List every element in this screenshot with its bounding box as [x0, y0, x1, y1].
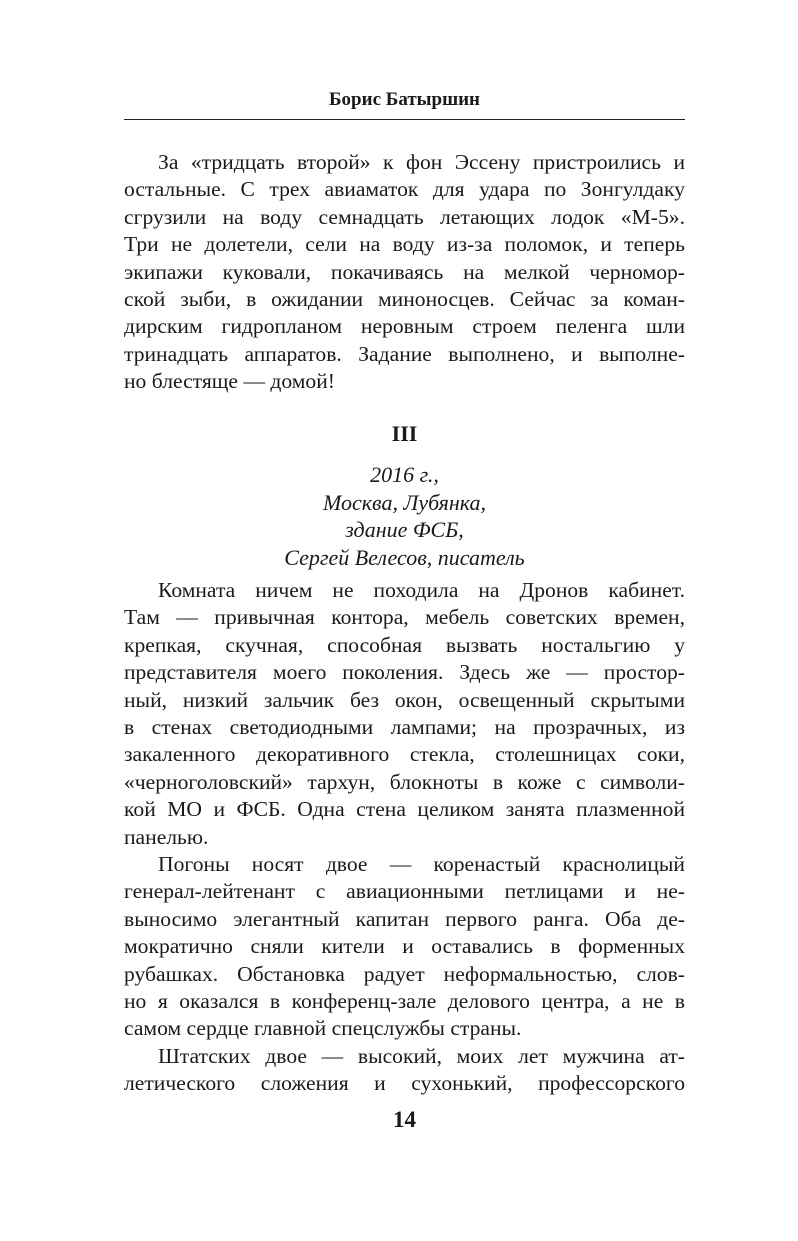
paragraph-line: сгрузили на воду семнадцать летающих лодок «М-5». [124, 204, 685, 229]
section-number: III [391, 421, 418, 446]
subheading-line: здание ФСБ, [345, 517, 464, 542]
paragraph-line: но блестяще — домой! [124, 369, 335, 394]
paragraph-line: рубашках. Обстановка радует неформальностью, слов- [124, 961, 685, 986]
paragraph-line: За «тридцать второй» к фон Эссену пристроились и [158, 150, 685, 174]
subheading-line: Сергей Велесов, писатель [284, 544, 525, 570]
paragraph-line: летического сложения и сухонький, профессорского [124, 1071, 685, 1096]
paragraph-line: мократично сняли кители и оставались в форменных [124, 934, 685, 959]
paragraph-line: в стенах светодиодными лампами; на прозрачных, из [124, 715, 685, 740]
paragraph-line: экипажи куковали, покачиваясь на мелкой черномор- [124, 259, 685, 284]
paragraph-line: Три не долетели, сели на воду из-за поломок, и теперь [124, 232, 685, 257]
section-subheading [124, 461, 685, 571]
paragraph-line: Там — привычная контора, мебель советских времен, [124, 605, 685, 630]
paragraph-line: выносимо элегантный капитан первого ранга. Оба де- [124, 906, 685, 931]
paragraph-3 [124, 851, 685, 1043]
paragraph-line: Комната ничем не походила на Дронов кабинет. [158, 578, 685, 602]
paragraph-line: Погоны носят двое — коренастый краснолицый [158, 852, 685, 876]
paragraph-line: панелью. [124, 824, 209, 849]
paragraph-line: ской зыби, в ожидании миноносцев. Сейчас за коман- [124, 287, 685, 312]
paragraph-line: но я оказался в конференц-зале делового центра, а не в [124, 989, 685, 1014]
paragraph-line: самом сердце главной спецслужбы страны. [124, 1016, 522, 1041]
paragraph-line: «черноголовский» тархун, блокноты в коже с символи- [124, 769, 685, 794]
page-number: 14 [393, 1107, 416, 1132]
header-rule [124, 119, 685, 120]
paragraph-4 [124, 1043, 685, 1098]
subheading-line: 2016 г., [370, 462, 439, 487]
paragraph-line: дирским гидропланом неровным строем пеленга шли [124, 314, 685, 339]
paragraph-line: ный, низкий зальчик без окон, освещенный скрытыми [124, 687, 685, 712]
subheading-line: Москва, Лубянка, [322, 489, 487, 515]
paragraph-line: генерал-лейтенант с авиационными петлицами и не- [124, 879, 685, 904]
paragraph-line: Штатских двое — высокий, моих лет мужчина ат- [158, 1044, 685, 1068]
running-head: Борис Батыршин [329, 89, 480, 110]
paragraph-line: закаленного декоративного стекла, столешницах соки, [124, 742, 685, 767]
paragraph-line: остальные. С трех авиаматок для удара по Зонгулдаку [124, 177, 685, 202]
paragraph-line: тринадцать аппаратов. Задание выполнено, и выполне- [124, 341, 685, 366]
paragraph-line: кой МО и ФСБ. Одна стена целиком занята плазменной [124, 797, 685, 822]
paragraph-line: крепкая, скучная, способная вызвать ностальгию у [124, 632, 685, 657]
paragraph-line: представителя моего поколения. Здесь же — простор- [124, 660, 685, 685]
paragraph-1 [124, 149, 685, 396]
paragraph-2 [124, 577, 685, 851]
